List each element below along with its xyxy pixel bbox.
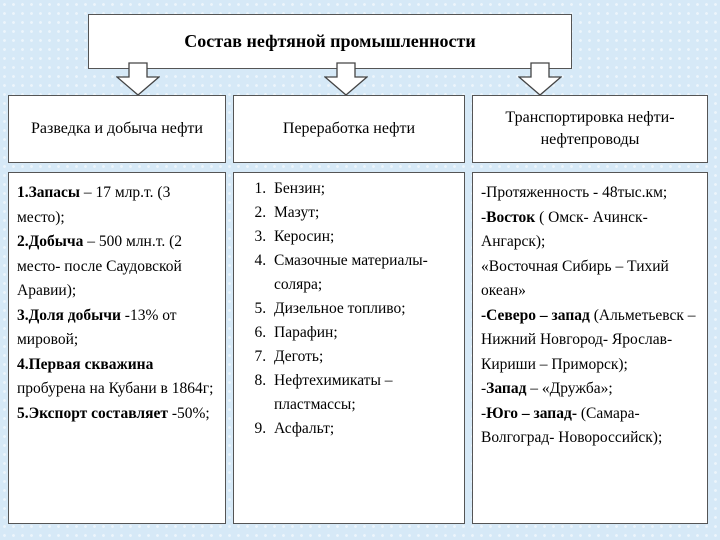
arrow-down-icon bbox=[518, 62, 562, 96]
transport-panel bbox=[472, 172, 708, 524]
transport-southwest: -Юго – запад- (Самара- Волгоград- Новороссийск); bbox=[481, 404, 663, 446]
arrow-down-icon bbox=[116, 62, 160, 96]
transport-espo: «Восточная Сибирь – Тихий океан» bbox=[481, 257, 669, 299]
list-item: 2. Мазут; bbox=[270, 201, 458, 225]
header-transport bbox=[472, 95, 708, 163]
header-transport-label: Транспортировка нефти- нефтепроводы bbox=[505, 109, 675, 148]
list-item: 4. Смазочные материалы- соляра; bbox=[270, 249, 458, 297]
exploration-export: 5.Экспорт составляет -50%; bbox=[17, 404, 210, 422]
exploration-share: 3.Доля добычи -13% от мировой; bbox=[17, 306, 177, 348]
transport-east: -Восток ( Омск- Ачинск- Ангарск); bbox=[481, 208, 648, 250]
exploration-production: 2.Добыча – 500 млн.т. (2 место- после Саудовской Аравии); bbox=[17, 233, 182, 299]
transport-west: -Запад – «Дружба»; bbox=[481, 380, 613, 397]
refining-list bbox=[234, 173, 464, 441]
exploration-first-well: 4.Первая скважина пробурена на Кубани в 1864г; bbox=[17, 355, 214, 397]
list-item: 9. Асфальт; bbox=[270, 417, 458, 441]
header-exploration-label: Разведка и добыча нефти bbox=[31, 120, 203, 138]
header-refining bbox=[233, 95, 465, 163]
list-item: 5. Дизельное топливо; bbox=[270, 297, 458, 321]
header-exploration bbox=[8, 95, 226, 163]
exploration-panel bbox=[8, 172, 226, 524]
refining-panel bbox=[233, 172, 465, 524]
list-item: 3. Керосин; bbox=[270, 225, 458, 249]
diagram-title: Состав нефтяной промышленности bbox=[184, 31, 476, 52]
list-item: 6. Парафин; bbox=[270, 321, 458, 345]
header-refining-label: Переработка нефти bbox=[282, 120, 416, 138]
list-item: 8. Нефтехимикаты – пластмассы; bbox=[270, 369, 458, 417]
list-item: 1. Бензин; bbox=[270, 177, 458, 201]
exploration-reserves: 1.Запасы – 17 млр.т. (3 место); bbox=[17, 184, 171, 226]
list-item: 7. Деготь; bbox=[270, 345, 458, 369]
title-box bbox=[88, 14, 572, 69]
transport-northwest: -Северо – запад (Альметьевск – Нижний Новгород- Ярослав- Кириши – Приморск); bbox=[481, 306, 696, 373]
transport-length: -Протяженность - 48тыс.км; bbox=[481, 184, 668, 201]
arrow-down-icon bbox=[324, 62, 368, 96]
